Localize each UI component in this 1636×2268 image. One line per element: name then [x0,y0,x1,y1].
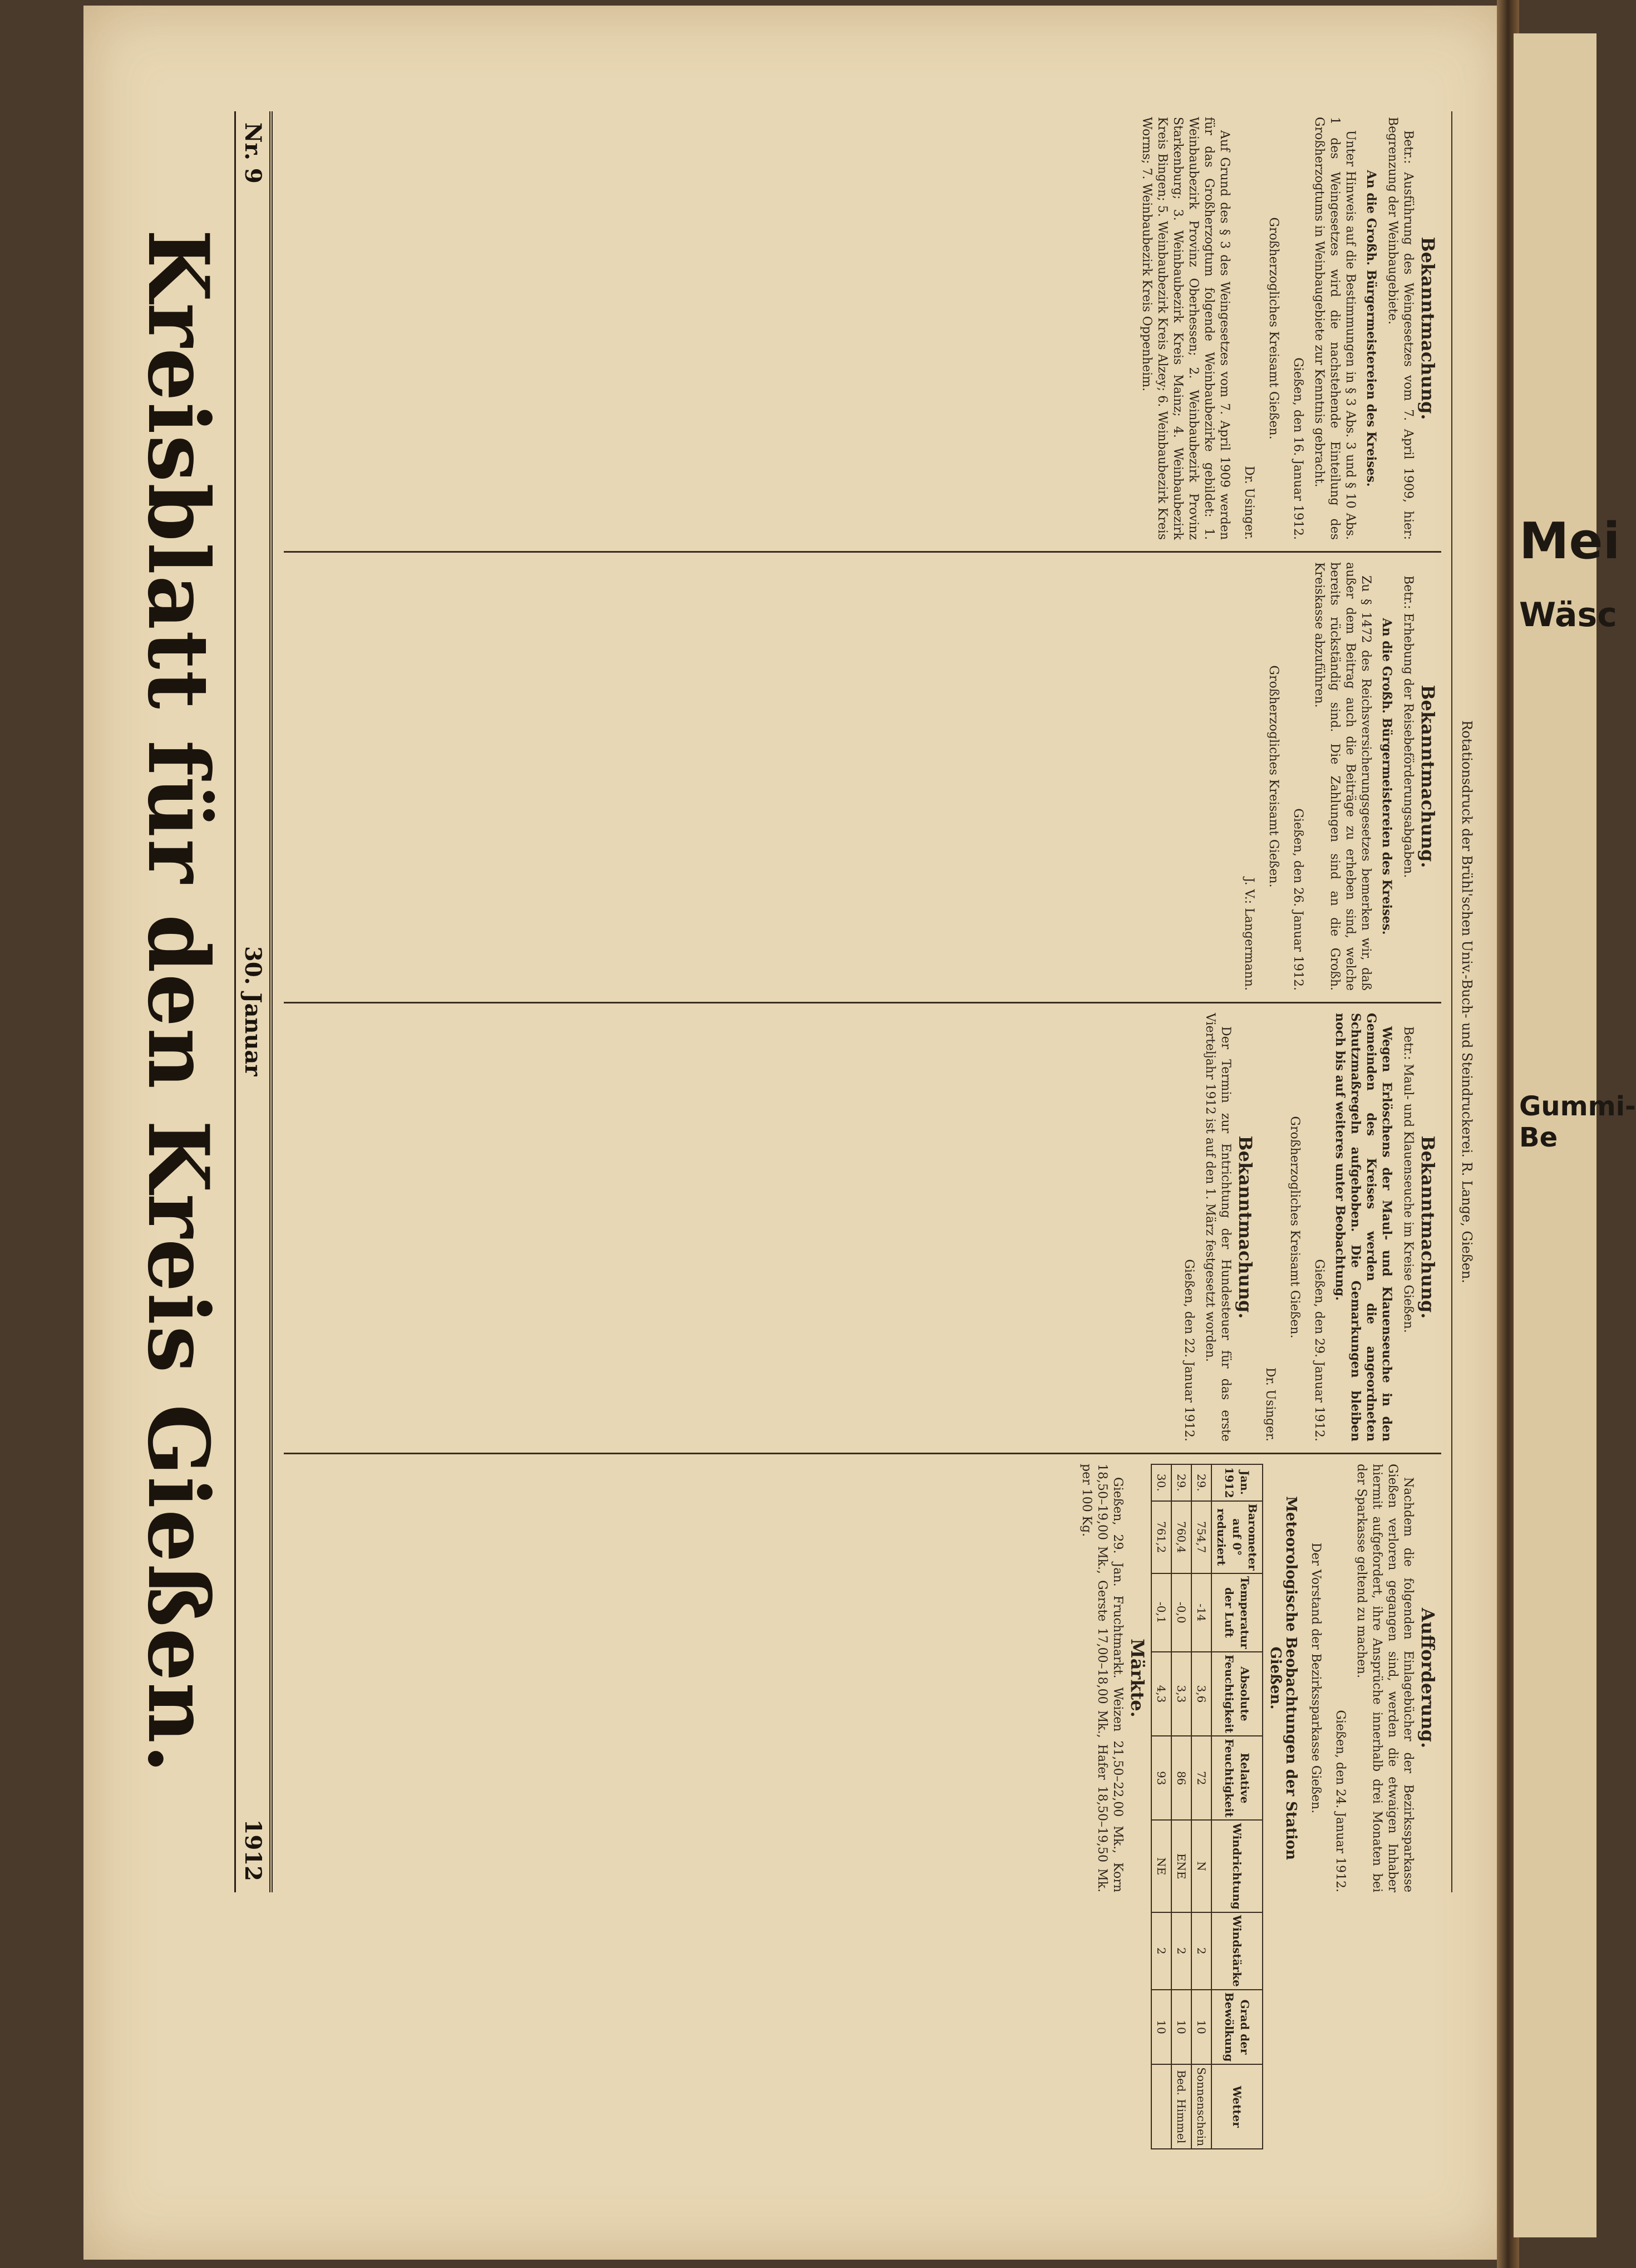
signature-office: Großherzogliches Kreisamt Gießen. [1267,217,1280,440]
table-cell: Bed. Himmel [1171,2064,1191,2149]
article-heading: Bekanntmachung. [1417,237,1438,420]
weather-heading: Meteorologische Beobachtungen der Station Gießen. [1267,1496,1299,1860]
table-cell: ENE [1171,1820,1191,1912]
ad-fragment: Wäsc [1519,596,1617,634]
article-column-2 [284,562,1441,991]
article-heading: Bekanntmachung. [1417,685,1438,868]
column-rule [284,1453,1441,1454]
table-cell: 4,3 [1151,1652,1171,1736]
article-subject: Betr.: Erhebung der Reisebeförderungsabgaben. [1401,575,1415,878]
weather-column-header: Relative Feuchtigkeit [1211,1736,1263,1820]
table-row [1191,1464,1211,2149]
column-rule [284,551,1441,553]
article-column-4 [284,1464,1441,2147]
table-cell: 72 [1191,1736,1211,1820]
article-subject: Betr.: Ausführung des Weingesetzes vom 7. April 1909, hier: Begrenzung der Weinbaugebiete. [1386,117,1415,540]
ad-fragment: Gummi-Be [1519,1091,1636,1153]
masthead-row [234,111,273,1892]
article-column-3 [284,1013,1441,1442]
article-addressee: An die Großh. Bürgermeistereien des Kreises. [1364,170,1378,487]
weather-column-header: Grad der Bewölkung [1211,1990,1263,2065]
table-cell: 29. [1171,1464,1191,1501]
issue-year: 1912 [240,1819,266,1881]
signature-name: Dr. Usinger. [1242,466,1256,540]
table-cell: 10 [1151,1990,1171,2065]
table-cell: 2 [1151,1912,1171,1990]
issue-number: Nr. 9 [240,122,266,184]
signature-place: Gießen, den 26. Januar 1912. [1291,808,1305,991]
article-heading-2: Bekanntmachung. [1235,1135,1256,1319]
table-cell: 754,7 [1191,1501,1211,1573]
article-body: Nachdem die folgenden Einlagebücher der Bezirkssparkasse Gießen verloren gegangen sind, werden die etwaigen Inhaber hiermit aufgefordert, ihre Ansprüche innerhalb drei Monaten bei der Sparkasse geltend zu machen. [1354,1464,1415,1892]
table-cell: 30. [1151,1464,1171,1501]
table-cell: NE [1151,1820,1171,1912]
signature-place-2: Gießen, den 22. Januar 1912. [1182,1259,1196,1442]
table-cell: -0,0 [1171,1573,1191,1652]
table-cell: 3,6 [1191,1652,1211,1736]
table-cell: -0,1 [1151,1573,1171,1652]
signature-office: Der Vorstand der Bezirkssparkasse Gießen. [1309,1542,1323,1814]
table-cell: 86 [1171,1736,1191,1820]
table-cell: 3,3 [1171,1652,1191,1736]
weather-column-header: Wetter [1211,2064,1263,2149]
rotated-sheet [83,6,1508,2260]
article-body: Zu § 1472 des Reichsversicherungsgesetzes bemerken wir, daß außer dem Beitrag auch die Beiträge zu erheben sind, welche bereits rückständig sind. Die Zahlungen sind an die Großh. Kreiskasse abzuführen. [1312,562,1373,991]
column-rule [284,1002,1441,1003]
table-cell: 29. [1191,1464,1211,1501]
table-cell: 2 [1171,1912,1191,1990]
signature-place: Gießen, den 24. Januar 1912. [1333,1710,1347,1892]
printer-imprint: Rotationsdruck der Brühl'schen Univ.-Buch- und Steindruckerei. R. Lange, Gießen. [1451,111,1475,1892]
weather-column-header: Temperatur der Luft [1211,1573,1263,1652]
signature-place: Gießen, den 29. Januar 1912. [1312,1259,1326,1442]
table-cell: 2 [1191,1912,1211,1990]
article-body: Wegen Erlöschens der Maul- und Klauenseuche in den Gemeinden des Kreises werden die angeordneten Schutzmaßregeln aufgehoben. Die Gemarkungen bleiben noch bis auf weiteres unter Beobachtung. [1333,1013,1394,1442]
weather-column-header: Windstärke [1211,1912,1263,1990]
weather-column-header: Jan. 1912 [1211,1464,1263,1501]
weather-header-row [1211,1464,1263,2149]
signature-name: J. V.: Langermann. [1242,877,1256,991]
article-subject: Betr.: Maul- und Klauenseuche im Kreise Gießen. [1401,1026,1415,1333]
table-cell [1151,2064,1171,2149]
article-body-2: Der Termin zur Entrichtung der Hundesteuer für das erste Vierteljahr 1912 ist auf den 1. März festgesetzt worden. [1203,1013,1233,1442]
table-cell: 10 [1191,1990,1211,2065]
weather-column-header: Absolute Feuchtigkeit [1211,1652,1263,1736]
ad-fragment: Mei [1519,512,1620,570]
adjacent-page [1514,33,1636,2237]
table-row [1151,1464,1171,2149]
masthead-title: Kreisblatt für den Kreis Gießen. [129,229,227,1775]
article-column-1 [284,117,1441,540]
weather-column-header: Barometer auf 0° reduziert [1211,1501,1263,1573]
market-heading: Märkte. [1127,1639,1148,1718]
table-row [1171,1464,1191,2149]
article-body: Unter Hinweis auf die Bestimmungen in § 3 Abs. 3 und § 10 Abs. 1 des Weingesetzes wird die nachstehende Einteilung des Großherzogtums in Weinbaugebiete zur Kenntnis gebracht. [1312,117,1357,540]
table-cell: N [1191,1820,1211,1912]
weather-table [1151,1464,1263,2149]
table-cell: 93 [1151,1736,1171,1820]
article-list: Auf Grund des § 3 des Weingesetzes vom 7. April 1909 werden für das Großherzogtum folgende Weinbaubezirke gebildet: 1. Weinbaubezirk Provinz Oberhessen; 2. Weinbaubezirk Provinz Starkenburg; 3. Weinbaubezirk Kreis Mainz; 4. Weinbaubezirk Kreis Bingen; 5. Weinbaubezirk Kreis Alzey; 6. Weinbaubezirk Kreis Worms; 7. Weinbaubezirk Kreis Oppenheim. [1140,117,1231,540]
market-body: Gießen, 29. Jan. Fruchtmarkt. Weizen 21,50–22,00 Mk., Korn 18,50–19,00 Mk., Gerste 17,00–18,00 Mk., Hafer 18,50–19,50 Mk. per 100 Kg. [1080,1464,1125,1892]
table-cell: 760,4 [1171,1501,1191,1573]
article-heading: Bekanntmachung. [1417,1135,1438,1319]
signature-office: Großherzogliches Kreisamt Gießen. [1267,665,1280,888]
signature-place: Gießen, den 16. Januar 1912. [1291,357,1305,540]
table-cell: -14 [1191,1573,1211,1652]
article-addressee: An die Großh. Bürgermeistereien des Kreises. [1379,618,1394,935]
signature-name: Dr. Usinger. [1263,1367,1277,1442]
weather-body [1151,1464,1211,2149]
table-cell: 761,2 [1151,1501,1171,1573]
signature-office: Großherzogliches Kreisamt Gießen. [1288,1116,1302,1339]
table-cell: Sonnenschein [1191,2064,1211,2149]
weather-column-header: Windrichtung [1211,1820,1263,1912]
table-cell: 10 [1171,1990,1191,2065]
article-heading: Aufforderung. [1417,1607,1438,1749]
issue-date: 30. Januar [240,946,266,1076]
